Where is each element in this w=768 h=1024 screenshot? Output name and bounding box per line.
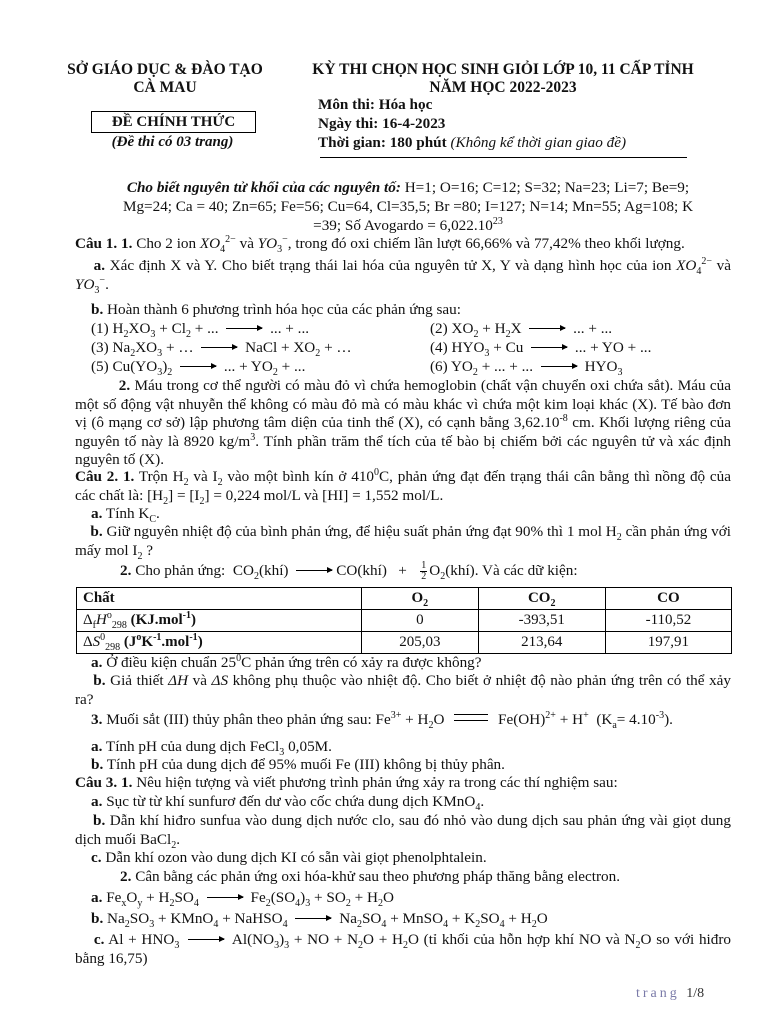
reaction-6: (6) $YO_2$ + ... + ... $HYO_3$ — [430, 358, 623, 379]
row-label-enthalpy: $\Delta_fH^o_{298}$ (KJ.mol$^{-1}$) — [77, 610, 362, 632]
question-1-1a: a. Xác định X và Y. Cho biết trạng thái lai hóa của nguyên tử X, Y và dạng hình học của ion $XO_4^{2-}$ và $YO_3^-$. — [75, 255, 731, 296]
atomic-mass-line2: Mg=24; Ca = 40; Zn=65; Fe=56; Cu=64, Cl=35,5; Br =80; I=127; N=14; Mn=55; Ag=108; K — [122, 198, 694, 215]
atomic-mass-info — [78, 178, 738, 235]
cell: -393,51 — [478, 610, 605, 632]
question-2-2a: a. Ở điều kiện chuẩn $25^0C$ phản ứng trên có xảy ra được không? — [91, 652, 482, 671]
cell: 0 — [362, 610, 479, 632]
avogadro-text: =39; Số Avogardo = 6,022.10 — [313, 217, 493, 234]
question-2-1b: b. Giữ nguyên nhiệt độ của bình phản ứng, để hiệu suất phản ứng đạt 90% thì 1 mol $H_2$ cần phản ứng với mấy mol $I_2$ ? — [75, 523, 731, 562]
thermo-data-table — [76, 587, 732, 654]
question-3-1: Câu 3. 1. Nêu hiện tượng và viết phương trình phản ứng xảy ra trong các thí nghiệm sau: — [75, 774, 618, 791]
cell: 213,64 — [478, 632, 605, 654]
header-divider — [320, 157, 687, 158]
reaction-3: (3) $Na_2XO_3$ + … NaCl + $XO_2$ + … — [91, 339, 352, 360]
duration-text: Thời gian: 180 phút — [318, 134, 447, 151]
question-2-3b: b. Tính pH của dung dịch để 95% muối Fe (III) không bị thủy phân. — [91, 756, 505, 773]
row-label-entropy: $\Delta S^0_{298}$ $(J^oK^{-1}.mol^{-1})$ — [77, 632, 362, 654]
question-2-3a: a. Tính pH của dung dịch FeCl$_3$ 0,05M. — [91, 738, 332, 759]
exam-title-header — [288, 61, 718, 97]
question-3-2: 2. Cân bằng các phản ứng oxi hóa-khử sau theo phương pháp thăng bằng electron. — [120, 868, 621, 885]
question-2-1: Câu 2. 1. Trộn $H_2$ và $I_2$ vào một bình kín ở $410^0C$, phản ứng đạt đến trạng thái cân bằng thì nồng độ của các chất là: $[H_2] = [I_2] = 0,224$ mol/L và [HI] = 1,552 mol/L. — [75, 466, 731, 507]
department-header — [60, 61, 270, 97]
department-name: SỞ GIÁO DỤC & ĐÀO TẠO — [67, 61, 263, 78]
question-2-1a: a. Tính $K_C$. — [91, 505, 160, 526]
page-number: 1/8 — [686, 986, 705, 1001]
question-1-1: Câu 1. 1. Cho 2 ion $XO_4^{2-}$ và $YO_3^-$, trong đó oxi chiếm lần lượt 66,66% và 77,42% theo khối lượng. — [75, 233, 685, 256]
reaction-1: (1) $H_2XO_3 + Cl_2$ + ... ... + ... — [91, 320, 310, 341]
official-exam-badge: ĐỀ CHÍNH THỨC — [91, 111, 256, 133]
question-2-2b: b. Giả thiết ΔH và ΔS không phụ thuộc vào nhiệt độ. Cho biết ở nhiệt độ nào phản ứng trên có thể xảy ra? — [75, 672, 732, 708]
col-o2: $O_2$ — [362, 588, 479, 610]
exam-duration — [318, 134, 626, 152]
cell: -110,52 — [605, 610, 731, 632]
table-header-row — [77, 588, 732, 610]
question-3-1b: b. Dẫn khí hiđro sunfua vào dung dịch nước clo, sau đó nhỏ vào dung dịch sau phản ứng vài giọt dung dịch muối BaCl$_2$. — [75, 812, 731, 851]
duration-note: (Không kể thời gian giao đề) — [450, 134, 627, 151]
province-name: CÀ MAU — [133, 79, 197, 96]
table-row — [77, 632, 732, 654]
subject-line: Môn thi: Hóa học — [318, 96, 433, 113]
avogadro-line: =39; Số Avogardo = $6,022.10^{23}$ — [313, 215, 503, 234]
cell: 197,91 — [605, 632, 731, 654]
balance-b: b. $Na_2SO_3$ + KMnO$_4$ + NaHSO$_4$ $Na_2SO_4$ + MnSO$_4$ + $K_2SO_4 + H_2O$ — [91, 910, 548, 931]
school-year: NĂM HỌC 2022-2023 — [429, 79, 577, 96]
question-3-1c: c. Dẫn khí ozon vào dung dịch KI có sẵn vài giọt phenolphtalein. — [91, 849, 487, 866]
table-row — [77, 610, 732, 632]
exam-date: Ngày thi: 16-4-2023 — [318, 115, 446, 132]
question-1-2: 2. Máu trong cơ thể người có màu đỏ vì chứa hemoglobin (chất vận chuyển oxi chứa sắt). Máu của một số động vật nhuyễn thể không có màu đỏ mà có màu khác vì chứa một kim loại khác (X). Tế bào đơn vị (ô mạng cơ sở) lập phương tâm diện của tinh thể (X), có cạnh bằng $3,62.10^{-8}$ cm. Khối lượng riêng của nguyên tố này là 8920 $kg/m^3$. Tính phần trăm thể tích của tế bào bị chiếm bởi các nguyên tử và xác định nguyên tố (X). — [75, 377, 731, 468]
page-footer — [636, 986, 704, 1002]
reaction-2: (2) $XO_2 + H_2X$ ... + ... — [430, 320, 613, 341]
atomic-mass-line1: H=1; O=16; C=12; S=32; Na=23; Li=7; Be=9; — [400, 179, 690, 196]
balance-a: a. $Fe_xO_y + H_2SO_4$ $Fe_2(SO_4)_3 + SO_2 + H_2O$ — [91, 889, 394, 910]
page-count-note: (Đề thi có 03 trang) — [111, 134, 234, 150]
footer-label: trang — [636, 986, 680, 1001]
question-2-3: 3. Muối sắt (III) thủy phân theo phản ứng sau: $Fe^{3+} + H_2O$ Fe(OH)$^{2+}$ + H+ $(K_a= 4.10^{-3})$. — [91, 709, 673, 732]
reaction-4: (4) $HYO_3 + Cu$ ... + YO + ... — [430, 339, 652, 360]
question-2-2: 2. Cho phản ứng: $CO_2(khí)$ CO(khí) + $\frac{1}{2}$ $O_2(khí)$. Và các dữ kiện: — [120, 560, 578, 583]
balance-c: c. $Al + HNO_3$ $Al(NO_3)_3$ + NO + $N_2O + H_2O$ (tỉ khối của hỗn hợp khí NO và $N_2O$ so với hiđro bằng 16,75) — [75, 931, 732, 967]
atomic-mass-lead: Cho biết nguyên tử khối của các nguyên tố: — [126, 179, 401, 196]
col-substance: Chất — [77, 588, 362, 610]
question-1-1b: b. Hoàn thành 6 phương trình hóa học của các phản ứng sau: — [91, 301, 461, 318]
col-co: CO — [605, 588, 731, 610]
reaction-5: (5) $Cu(YO_3)_2$ ... + $YO_2$ + ... — [91, 358, 306, 379]
question-3-1a: a. Sục từ từ khí sunfurơ đến dư vào cốc chứa dung dịch KMnO$_4$. — [91, 793, 485, 814]
col-co2: $CO_2$ — [478, 588, 605, 610]
exam-title: KỲ THI CHỌN HỌC SINH GIỎI LỚP 10, 11 CẤP TỈNH — [312, 61, 694, 78]
cell: 205,03 — [362, 632, 479, 654]
